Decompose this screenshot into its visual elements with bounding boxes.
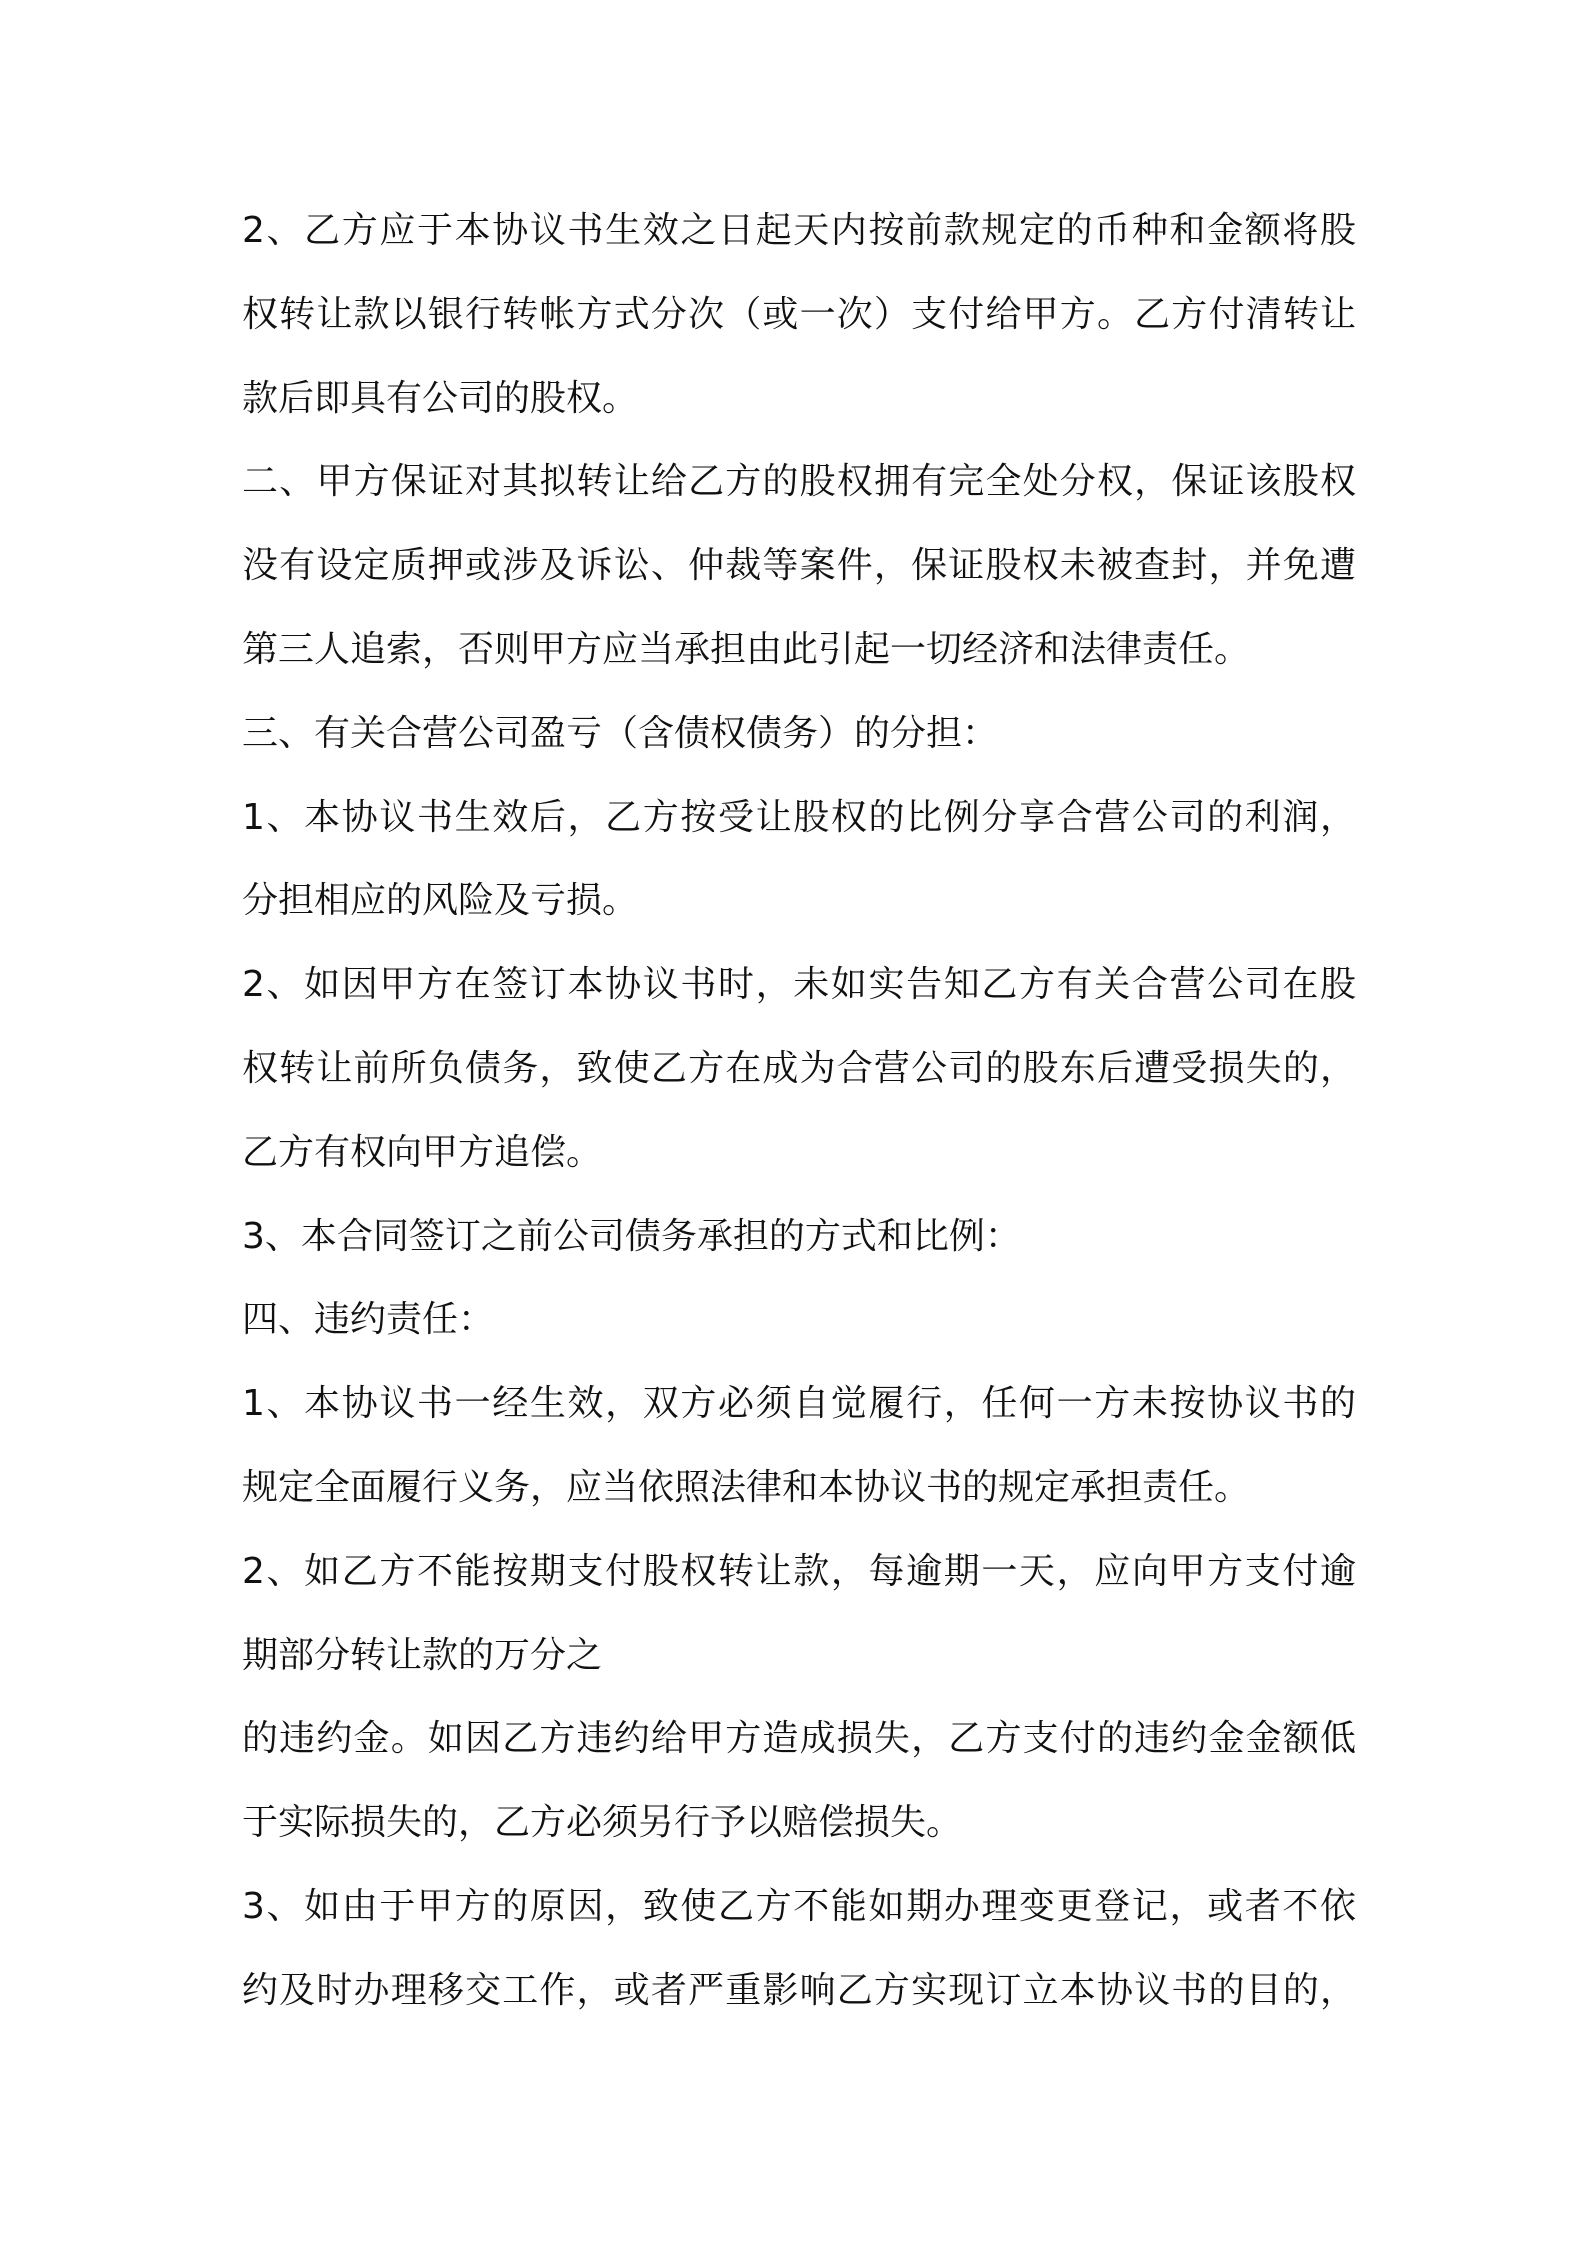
text-line: 第三人追索，否则甲方应当承担由此引起一切经济和法律责任。 xyxy=(242,628,1251,670)
text-line: 2、如乙方不能按期支付股权转让款，每逾期一天，应向甲方支付逾 xyxy=(242,1550,1356,1592)
text-line: 款后即具有公司的股权。 xyxy=(242,377,639,419)
text-line: 期部分转让款的万分之 xyxy=(242,1634,603,1676)
text-line: 权转让款以银行转帐方式分次（或一次）支付给甲方。乙方付清转让 xyxy=(242,293,1356,335)
text-line: 约及时办理移交工作，或者严重影响乙方实现订立本协议书的目的， xyxy=(242,1969,1356,2011)
text-line: 2、乙方应于本协议书生效之日起天内按前款规定的币种和金额将股 xyxy=(242,210,1356,251)
text-line: 二、甲方保证对其拟转让给乙方的股权拥有完全处分权，保证该股权 xyxy=(242,461,1356,503)
text-line: 没有设定质押或涉及诉讼、仲裁等案件，保证股权未被查封，并免遭 xyxy=(242,545,1356,587)
text-line: 权转让前所负债务，致使乙方在成为合营公司的股东后遭受损失的， xyxy=(242,1047,1356,1089)
section-heading: 三、有关合营公司盈亏（含债权债务）的分担： xyxy=(242,712,999,754)
text-line: 2、如因甲方在签订本协议书时，未如实告知乙方有关合营公司在股 xyxy=(242,964,1356,1006)
text-line: 于实际损失的，乙方必须另行予以赔偿损失。 xyxy=(242,1802,963,1844)
text-line: 分担相应的风险及亏损。 xyxy=(242,880,639,922)
text-line: 1、本协议书生效后，乙方按受让股权的比例分享合营公司的利润， xyxy=(242,796,1356,838)
text-line: 3、本合同签订之前公司债务承担的方式和比例： xyxy=(242,1215,1021,1257)
text-line: 的违约金。如因乙方违约给甲方造成损失，乙方支付的违约金金额低 xyxy=(242,1718,1356,1760)
document-body xyxy=(242,189,1356,2033)
text-line: 1、本协议书一经生效，双方必须自觉履行，任何一方未按协议书的 xyxy=(242,1383,1356,1425)
section-heading: 四、违约责任： xyxy=(242,1299,495,1341)
text-line: 3、如由于甲方的原因，致使乙方不能如期办理变更登记，或者不依 xyxy=(242,1885,1356,1927)
text-line: 规定全面履行义务，应当依照法律和本协议书的规定承担责任。 xyxy=(242,1466,1251,1508)
text-line: 乙方有权向甲方追偿。 xyxy=(242,1131,603,1173)
